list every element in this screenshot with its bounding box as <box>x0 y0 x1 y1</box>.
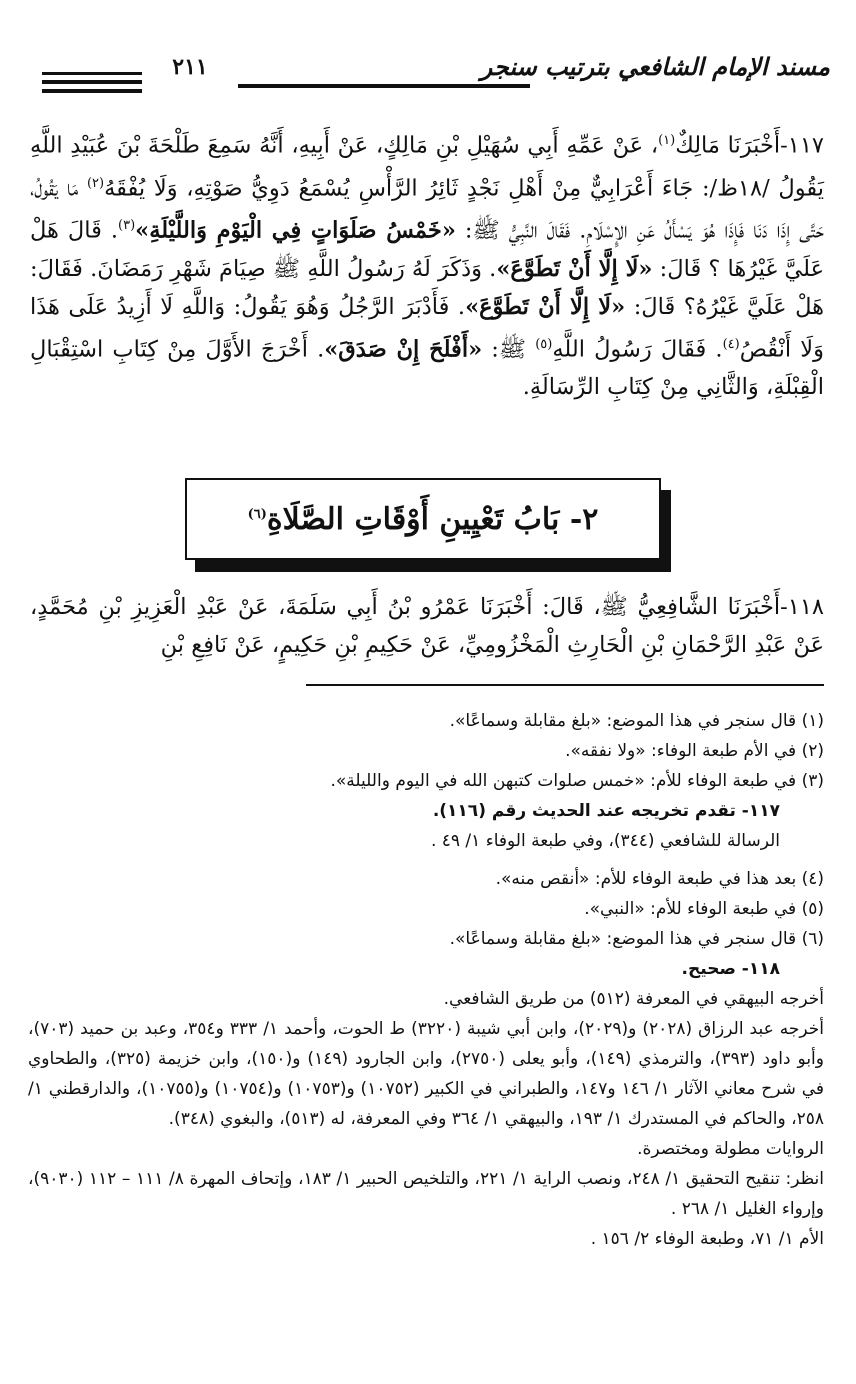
footnote-ref: (٣) <box>118 218 136 233</box>
page-number: ٢١١ <box>172 54 208 80</box>
footnote-divider <box>306 684 824 686</box>
hadith-117-source: . أَخْرَجَ الأَوَّلَ مِنْ كِتَابِ اسْتِقْبَالِ الْقِبْلَةِ، وَالثَّانِي مِنْ كِتَابِ الرِّسَالَةِ. <box>30 336 824 400</box>
header-rule-short <box>42 80 142 84</box>
footnotes <box>28 706 824 1254</box>
takhrij-117-title: ١١٧- تقدم تخريجه عند الحديث رقم (١١٦). <box>432 801 780 821</box>
footnote-1: (١) قال سنجر في هذا الموضع: «بلغ مقابلة وسماعًا». <box>449 711 824 731</box>
takhrij-118-line: أخرجه البيهقي في المعرفة (٥١٢) من طريق الشافعي. <box>443 989 824 1009</box>
prophet-saying: «لَا إِلَّا أَنْ تَطَوَّعَ» <box>465 293 626 320</box>
header-rule-short <box>42 89 142 93</box>
footnote-ref: (٥) <box>535 336 553 352</box>
hadith-117-text: . قَالَ هَلْ عَلَيَّ غَيْرُهَا ؟ قَالَ: <box>30 217 824 282</box>
hadith-117-text: ١١٧-أَخْبَرَنَا مَالِكٌ <box>675 132 825 159</box>
running-title: مسند الإمام الشافعي بترتيب سنجر <box>480 52 830 81</box>
footnote-3: (٣) في طبعة الوفاء للأم: «خمس صلوات كتبهن الله في اليوم والليلة». <box>330 771 824 791</box>
page-header <box>30 52 830 100</box>
header-rule-short <box>42 72 142 75</box>
hadith-118-text: ١١٨-أَخْبَرَنَا الشَّافِعِيُّ ﷺ، قَالَ: أَخْبَرَنَا عَمْرُو بْنُ أَبِي سَلَمَةَ، عَنْ عَبْدِ الْعَزِيزِ بْنِ مُحَمَّدٍ، عَنْ عَبْدِ الرَّحْمَانِ بْنِ الْحَارِثِ الْمَخْزُومِيِّ، عَنْ حَكِيمِ بْنِ حَكِيمٍ، عَنْ نَافِعِ بْنِ <box>30 594 824 658</box>
footnote-5: (٥) في طبعة الوفاء للأم: «النبي». <box>584 899 824 919</box>
chapter-title <box>248 502 599 537</box>
hadith-117-text: مَا يَقُولُ، حَتَّى إِذَا دَنَا فَإِذَا هُوَ يَسْأَلُ عَنِ الإِسْلَامِ. فَقَالَ النَّبِيُّ ﷺ: <box>30 175 824 244</box>
takhrij-118-title: ١١٨- صحيح. <box>681 959 780 979</box>
header-rule <box>238 84 530 88</box>
footnote-ref: (١) <box>658 133 676 148</box>
hadith-117-text: . وَذَكَرَ لَهُ رَسُولُ اللَّهِ ﷺ صِيَامَ شَهْرِ رَمَضَانَ. فَقَالَ: هَلْ عَلَيَّ غَيْرُهُ؟ قَالَ: <box>30 255 824 320</box>
hadith-117-text: . فَأَدْبَرَ الرَّجُلُ وَهُوَ يَقُولُ: وَاللَّهِ لَا أَزِيدُ عَلَى هَذَا وَلَا أَنْقُصُ <box>30 293 825 362</box>
hadith-117-text: ﷺ: <box>482 336 536 362</box>
prophet-saying: «أَفْلَحَ إِنْ صَدَقَ» <box>324 336 483 362</box>
takhrij-118-line: الأم ١/ ٧١، وطبعة الوفاء ٢/ ١٥٦ . <box>590 1229 824 1249</box>
hadith-117-text: . فَقَالَ رَسُولُ اللَّهِ <box>552 336 723 362</box>
chapter-title-text: ٢- بَابُ تَعْيِينِ أَوْقَاتِ الصَّلَاةِ <box>266 501 599 537</box>
chapter-heading-box <box>185 478 661 560</box>
footnote-6: (٦) قال سنجر في هذا الموضع: «بلغ مقابلة وسماعًا». <box>449 929 824 949</box>
footnote-ref: (٢) <box>86 175 105 191</box>
footnote-4: (٤) بعد هذا في طبعة الوفاء للأم: «أنقص منه». <box>495 869 824 889</box>
takhrij-118-line: الروايات مطولة ومختصرة. <box>637 1139 824 1159</box>
takhrij-118-line: أخرجه عبد الرزاق (٢٠٢٨) و(٢٠٢٩)، وابن أبي شيبة (٣٢٢٠) ط الحوت، وأحمد ١/ ٣٣٣ و٣٥٤، وعبد بن حميد (٧٠٣)، وأبو داود (٣٩٣)، والترمذي (١٤٩)، وأبو يعلى (٢٧٥٠)، وابن الجارود (١٤٩) و(١٥٠)، وابن خزيمة (٣٢٥)، والطحاوي في شرح معاني الآثار ١/ ١٤٦ و١٤٧، والطبراني في الكبير (١٠٧٥٢) و(١٠٧٥٣) و(١٠٧٥٤) و(١٠٧٥٥)، والدارقطني ١/ ٢٥٨، والحاكم في المستدرك ١/ ١٩٣، والبيهقي ١/ ٣٦٤ وفي المعرفة، له (٥١٣)، والبغوي (٣٤٨). <box>28 1019 825 1129</box>
prophet-saying: «خَمْسُ صَلَوَاتٍ فِي الْيَوْمِ وَاللَّيْلَةِ» <box>135 217 456 244</box>
footnote-2: (٢) في الأم طبعة الوفاء: «ولا نفقه». <box>565 741 824 761</box>
footnote-ref: (٦) <box>247 506 267 522</box>
takhrij-118-line: انظر: تنقيح التحقيق ١/ ٢٤٨، ونصب الراية ١/ ٢٢١، والتلخيص الحبير ١/ ١٨٣، وإتحاف المهرة ٨/ ١١١ – ١١٢ (٩٠٣٠)، وإرواء الغليل ١/ ٢٦٨ . <box>28 1169 824 1219</box>
prophet-saying: «لَا إِلَّا أَنْ تَطَوَّعَ» <box>496 255 653 282</box>
footnote-ref: (٤) <box>722 336 740 352</box>
takhrij-117-text: الرسالة للشافعي (٣٤٤)، وفي طبعة الوفاء ١/ ٤٩ . <box>430 831 780 851</box>
hadith-117 <box>30 122 824 406</box>
hadith-118 <box>30 588 824 664</box>
hadith-117-text: ، عَنْ عَمِّهِ أَبِي سُهَيْلِ بْنِ مَالِكٍ، عَنْ أَبِيهِ، أَنَّهُ سَمِعَ طَلْحَةَ بْنَ عُبَيْدِ اللَّهِ يَقُولُ /١٨ظ/: جَاءَ أَعْرَابِيٌّ مِنْ أَهْلِ نَجْدٍ ثَائِرُ الرَّأْسِ يُسْمَعُ دَوِيُّ صَوْتِهِ، وَلَا يُفْقَهُ <box>30 132 824 201</box>
